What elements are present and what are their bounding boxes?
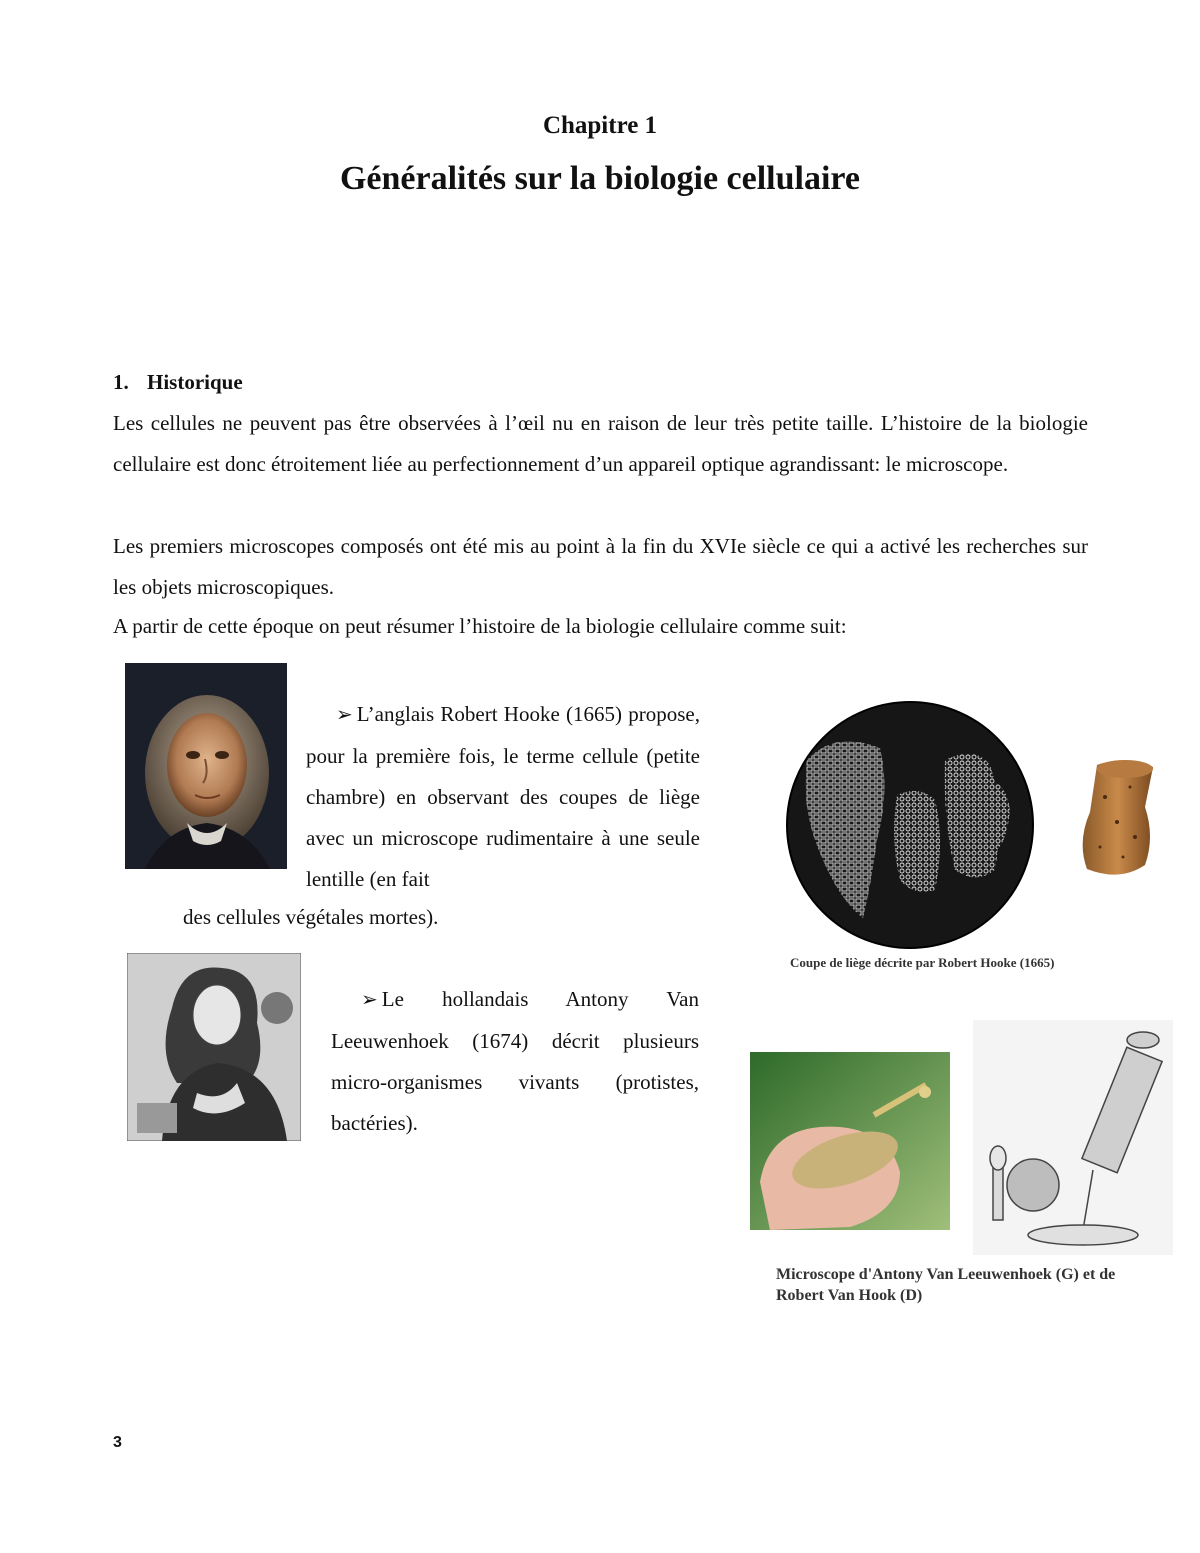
cork-stopper-photo	[1075, 757, 1170, 884]
bullet-leeuwenhoek	[331, 979, 699, 1144]
bullet-hooke-continuation: des cellules végétales mortes).	[183, 905, 439, 929]
bullet-hooke	[306, 694, 700, 900]
caption-microscopes: Microscope d'Antony Van Leeuwenhoek (G) et de Robert Van Hook (D)	[776, 1266, 1116, 1304]
leeuwenhoek-portrait	[127, 953, 301, 1141]
paragraph-microscopes: Les premiers microscopes composés ont été mis au point à la fin du XVIe siècle ce qui a activé les recherches sur les objets microscopiques.	[113, 534, 1088, 599]
bullet-hooke-text: L’anglais Robert Hooke (1665) propose, pour la première fois, le terme cellule (petite chambre) en observant des coupes de liège avec un microscope rudimentaire à une seule lentille (en fait	[306, 702, 700, 891]
chapter-label: Chapitre 1	[542, 112, 658, 139]
cork-section-drawing	[785, 700, 1035, 950]
paragraph-intro: Les cellules ne peuvent pas être observées à l’œil nu en raison de leur très petite taille. L’histoire de la biologie cellulaire est donc étroitement liée au perfectionnement d’un appareil optique agrandissant: le microscope.	[113, 411, 1088, 476]
section-heading	[113, 370, 243, 395]
section-number: 1.	[113, 370, 129, 394]
robert-hooke-portrait	[125, 663, 287, 869]
bullet-leeuwenhoek-text: Le hollandais Antony Van Leeuwenhoek (1674) décrit plusieurs micro-organismes vivants (protistes, bactéries).	[331, 987, 699, 1135]
page-number: 3	[113, 1434, 122, 1451]
arrow-bullet-icon: ➢	[361, 989, 378, 1011]
arrow-bullet-icon: ➢	[336, 704, 353, 726]
chapter-title: Généralités sur la biologie cellulaire	[339, 160, 860, 197]
paragraph-summary: A partir de cette époque on peut résumer l’histoire de la biologie cellulaire comme suit:	[113, 614, 847, 638]
caption-cork-section: Coupe de liège décrite par Robert Hooke (1665)	[790, 955, 1055, 970]
hooke-microscope-drawing	[973, 1020, 1173, 1255]
leeuwenhoek-microscope-photo	[750, 1052, 950, 1230]
section-title: Historique	[147, 370, 243, 394]
